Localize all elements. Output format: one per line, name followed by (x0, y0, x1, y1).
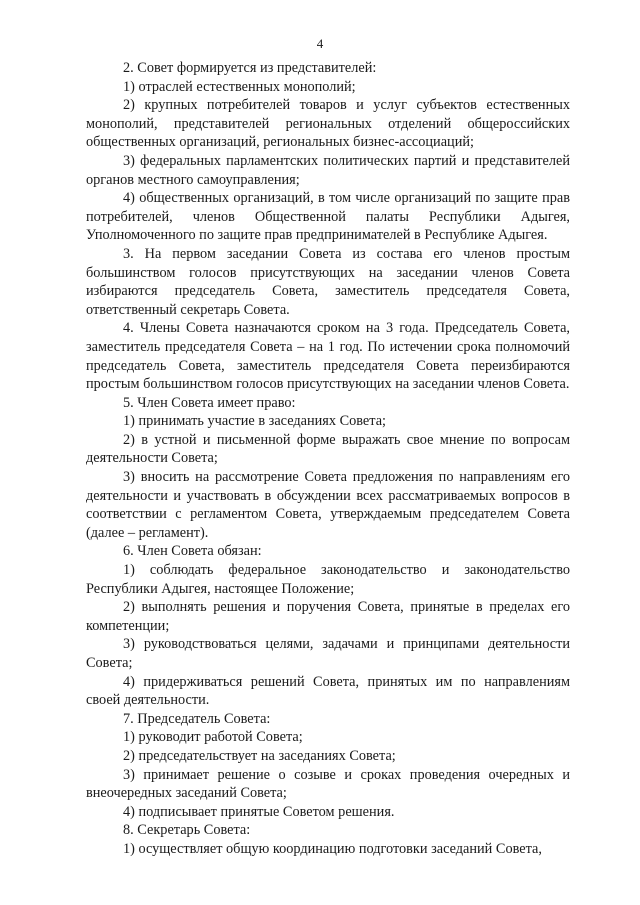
paragraph: 1) отраслей естественных монополий; (123, 78, 356, 95)
paragraph: 4) подписывает принятые Советом решения. (123, 803, 395, 820)
paragraph: 4) придерживаться решений Совета, принятых им по направлениям своей деятельности. (86, 673, 570, 709)
paragraph: 4) общественных организаций, в том числе организаций по защите прав потребителей, членов Общественной палаты Республики Адыгея, Уполномоченного по защите прав предпринимателей в Республике Адыгея. (86, 190, 570, 244)
document-body (86, 59, 570, 859)
paragraph: 1) принимать участие в заседаниях Совета; (123, 413, 387, 430)
paragraph: 3) руководствоваться целями, задачами и принципами деятельности Совета; (86, 636, 570, 671)
paragraph: 4. Члены Совета назначаются сроком на 3 года. Председатель Совета, заместитель председателя Совета – на 1 год. По истечении срока полномочий председатель Совета, заместитель председателя Совета переизбираются простым большинством голосов присутствующих на заседании членов Совета. (86, 320, 570, 393)
paragraph: 2) в устной и письменной форме выражать свое мнение по вопросам деятельности Совета; (86, 431, 570, 467)
paragraph: 1) осуществляет общую координацию подготовки заседаний Совета, (123, 840, 542, 857)
paragraph: 5. Член Совета имеет право: (123, 394, 296, 411)
paragraph: 1) руководит работой Совета; (123, 729, 303, 746)
paragraph: 2. Совет формируется из представителей: (123, 60, 377, 76)
paragraph: 7. Председатель Совета: (123, 710, 271, 727)
paragraph: 3) федеральных парламентских политических партий и представителей органов местного самоуправления; (86, 152, 570, 188)
paragraph: 8. Секретарь Совета: (123, 822, 251, 839)
page-number: 4 (316, 36, 324, 51)
paragraph: 1) соблюдать федеральное законодательство и законодательство Республики Адыгея, настоящее Положение; (86, 562, 570, 597)
paragraph: 3) принимает решение о созыве и сроках проведения очередных и внеочередных заседаний Совета; (86, 766, 570, 802)
paragraph: 2) выполнять решения и поручения Совета, принятые в пределах его компетенции; (86, 599, 570, 634)
paragraph: 6. Член Совета обязан: (123, 543, 262, 560)
paragraph: 2) крупных потребителей товаров и услуг субъектов естественных монополий, представителей региональных отделений общероссийских общественных организаций, региональных бизнес-ассоциаций; (86, 97, 570, 151)
paragraph: 3. На первом заседании Совета из состава его членов простым большинством голосов присутствующих на заседании членов Совета избираются председатель Совета, заместитель председателя Совета, ответственный секретарь Совета. (86, 245, 570, 318)
paragraph: 2) председательствует на заседаниях Совета; (123, 747, 396, 764)
paragraph: 3) вносить на рассмотрение Совета предложения по направлениям его деятельности и участвовать в обсуждении всех рассматриваемых вопросов в соответствии с регламентом Совета, утверждаемым председателем Совета (далее – регламент). (86, 469, 570, 541)
